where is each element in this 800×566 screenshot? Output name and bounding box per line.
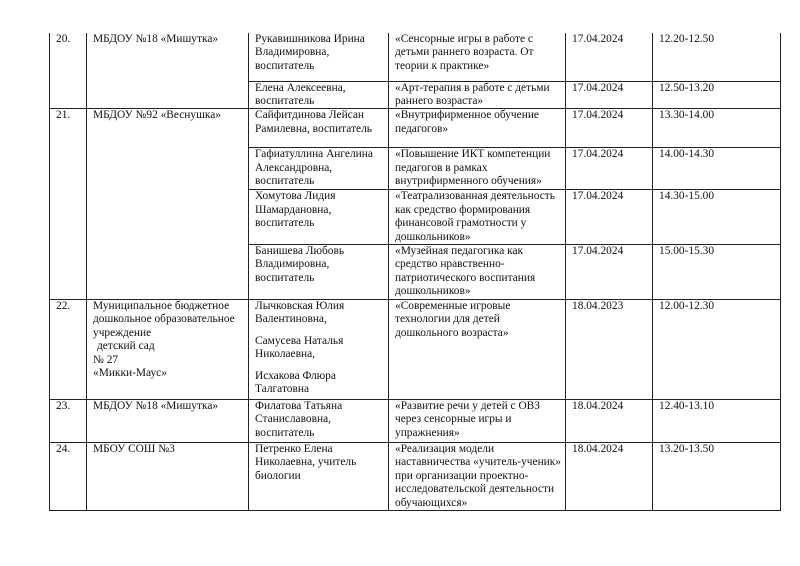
schedule-table [49,33,781,511]
organization-cell: МБОУ СОШ №3 [87,442,249,510]
document-page [49,33,780,511]
time-cell: 12.20-12.50 [653,33,781,81]
person-name: Исхакова Флюра Талгатовна [255,369,336,395]
date-cell: 18.04.2023 [566,299,653,399]
time-cell: 14.30-15.00 [653,190,781,245]
organization-line: «Микки-Маус» [93,366,167,379]
row-number: 20. [50,33,87,109]
organization-cell: МБДОУ №18 «Мишутка» [87,33,249,109]
time-cell: 14.00-14.30 [653,148,781,190]
topic-cell: «Театрализованная деятельность как средство формирования финансовой грамотности у дошкольников» [389,190,566,245]
topic-cell: «Музейная педагогика как средство нравственно-патриотического воспитания дошкольников» [389,244,566,299]
organization-line: детский сад [97,340,155,353]
time-cell: 12.40-13.10 [653,399,781,442]
time-cell: 13.30-14.00 [653,109,781,148]
topic-cell: «Реализация модели наставничества «учитель-ученик» при организации проектно-исследовательской деятельности обучающихся» [389,442,566,510]
person-name: Самусева Наталья Николаевна, [255,334,344,361]
date-cell: 18.04.2024 [566,399,653,442]
person-cell: Елена Алексеевна, воспитатель [249,81,389,109]
time-cell: 12.00-12.30 [653,299,781,399]
date-cell: 17.04.2024 [566,109,653,148]
time-cell: 15.00-15.30 [653,244,781,299]
table-row [50,33,781,81]
row-number: 23. [50,399,87,442]
date-cell: 17.04.2024 [566,33,653,81]
person-cell: Банишева Любовь Владимировна, воспитатель [249,244,389,299]
date-cell: 17.04.2024 [566,148,653,190]
persons-cell [249,299,389,399]
organization-cell [87,299,249,399]
topic-cell: «Повышение ИКТ компетенции педагогов в рамках внутрифирменного обучения» [389,148,566,190]
organization-line: № 27 [93,353,119,366]
person-cell: Сайфитдинова Лейсан Рамилевна, воспитатель [249,109,389,148]
date-cell: 17.04.2024 [566,244,653,299]
topic-cell: «Развитие речи у детей с ОВЗ через сенсорные игры и упражнения» [389,399,566,442]
person-name: Лычковская Юлия Валентиновна, [255,299,345,326]
time-cell: 12.50-13.20 [653,81,781,109]
person-cell: Филатова Татьяна Станиславовна, воспитатель [249,399,389,442]
topic-cell: «Сенсорные игры в работе с детьми раннего возраста. От теории к практике» [389,33,566,81]
person-cell: Гафиатуллина Ангелина Александровна, воспитатель [249,148,389,190]
person-cell: Петренко Елена Николаевна, учитель биологии [249,442,389,510]
person-cell: Рукавишникова Ирина Владимировна, воспитатель [249,33,389,81]
table-row [50,399,781,442]
topic-cell: «Внутрифирменное обучение педагогов» [389,109,566,148]
row-number: 24. [50,442,87,510]
date-cell: 18.04.2024 [566,442,653,510]
row-number: 22. [50,299,87,399]
table-row [50,299,781,399]
table-row [50,109,781,148]
topic-cell: «Современные игровые технологии для детей дошкольного возраста» [389,299,566,399]
date-cell: 17.04.2024 [566,81,653,109]
organization-cell: МБДОУ №18 «Мишутка» [87,399,249,442]
organization-cell: МБДОУ №92 «Веснушка» [87,109,249,300]
topic-cell: «Арт-терапия в работе с детьми раннего возраста» [389,81,566,109]
date-cell: 17.04.2024 [566,190,653,245]
person-cell: Хомутова Лидия Шамардановна, воспитатель [249,190,389,245]
time-cell: 13.20-13.50 [653,442,781,510]
row-number: 21. [50,109,87,300]
table-row [50,442,781,510]
organization-line: Муниципальное бюджетное дошкольное образовательное учреждение [93,299,235,339]
